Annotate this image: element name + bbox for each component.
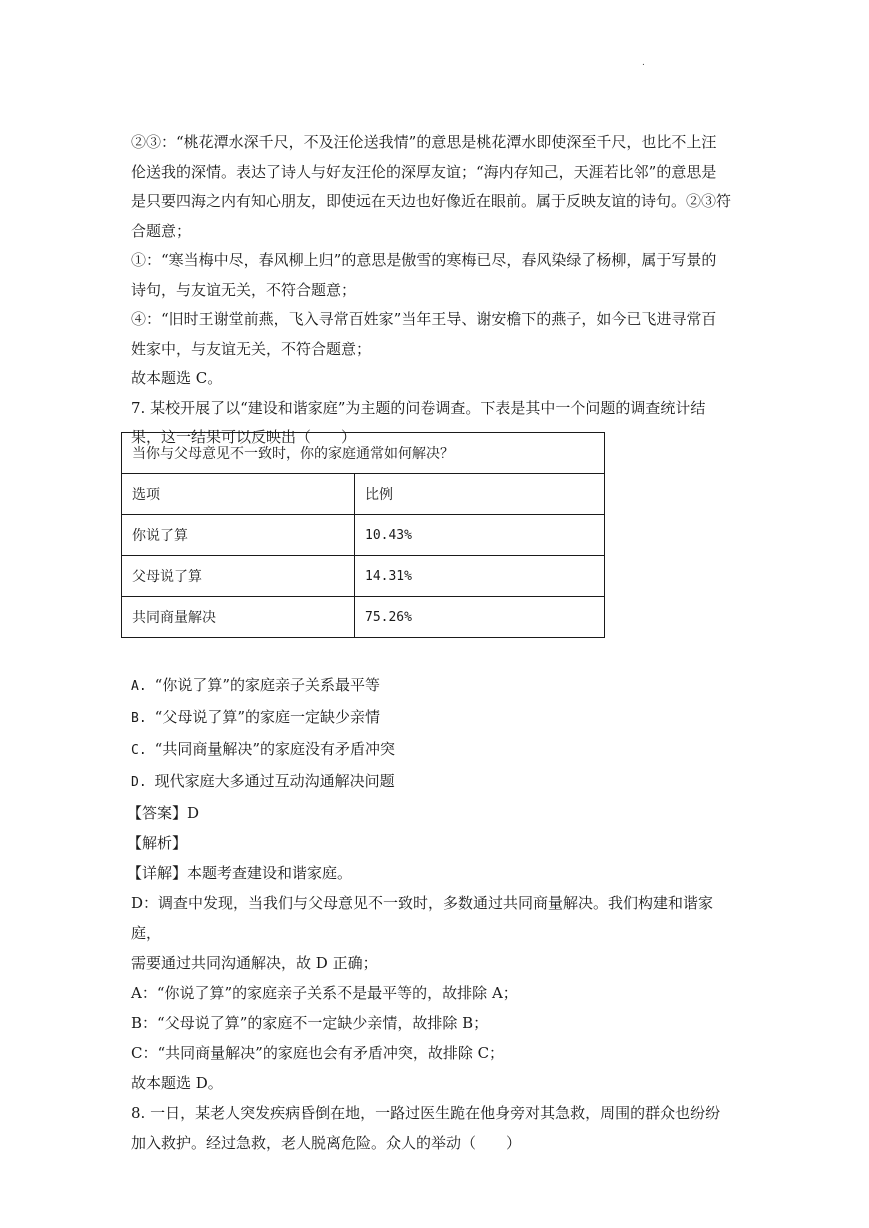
option-label: D. (131, 775, 147, 790)
text-line: ④：“旧时王谢堂前燕，飞入寻常百姓家”当年王导、谢安檐下的燕子，如今已飞进寻常百 (131, 310, 717, 328)
option-d (131, 766, 741, 798)
option-c (131, 734, 741, 766)
question-7-stem-cont: 果，这一结果可以反映出（ ） (131, 428, 357, 446)
option-text: 现代家庭大多通过互动沟通解决问题 (154, 772, 395, 790)
text-line: 姓家中，与友谊无关，不符合题意； (131, 339, 372, 358)
option-a (131, 670, 741, 702)
option-text: “父母说了算”的家庭一定缺少亲情 (154, 708, 380, 726)
option-text: “你说了算”的家庭亲子关系最平等 (154, 676, 380, 694)
ratio-cell: 75.26% (355, 597, 605, 638)
detail-line: A：“你说了算”的家庭亲子关系不是最平等的，故排除 A； (131, 984, 518, 1002)
answer-line: 【答案】D (127, 804, 200, 822)
detail-line: D：调查中发现，当我们与父母意见不一致时，多数通过共同商量解决。我们构建和谐家庭， (131, 894, 714, 942)
option-label: C. (131, 743, 147, 758)
option-label: B. (131, 711, 147, 726)
option-b (131, 702, 741, 734)
detail-line: 【详解】本题考查建设和谐家庭。 (127, 864, 353, 882)
ratio-cell: 10.43% (355, 515, 605, 556)
analysis-heading: 【解析】 (127, 834, 188, 852)
previous-question-analysis (131, 128, 741, 453)
option-cell: 父母说了算 (122, 556, 355, 597)
text-line: 故本题选 C。 (131, 369, 223, 387)
text-line: 合题意； (131, 221, 192, 240)
column-header-option: 选项 (122, 474, 355, 515)
page-mark: . (642, 58, 645, 68)
text-line: ②③：“桃花潭水深千尺，不及汪伦送我情”的意思是桃花潭水即使深至千尺，也比不上汪 (131, 133, 717, 151)
text-line: 是只要四海之内有知心朋友，即使远在天边也好像近在眼前。属于反映友谊的诗句。②③符 (131, 192, 732, 210)
option-cell: 你说了算 (122, 515, 355, 556)
question-7-options-and-analysis (127, 670, 741, 1158)
table-row (122, 556, 605, 597)
detail-line: 需要通过共同沟通解决，故 D 正确； (131, 954, 378, 972)
detail-line: 故本题选 D。 (131, 1074, 223, 1092)
question-8-stem: 8. 一日，某老人突发疾病昏倒在地，一路过医生跪在他身旁对其急救，周围的群众也纷纷 (131, 1104, 721, 1122)
question-7-stem: 7. 某校开展了以“建设和谐家庭”为主题的问卷调查。下表是其中一个问题的调查统计结 (131, 398, 706, 417)
column-header-ratio: 比例 (355, 474, 605, 515)
option-cell: 共同商量解决 (122, 597, 355, 638)
question-8-stem-cont: 加入救护。经过急救，老人脱离危险。众人的举动（ ） (131, 1134, 522, 1152)
table-row (122, 597, 605, 638)
survey-table (121, 432, 605, 638)
table-row (122, 515, 605, 556)
text-line: 伦送我的深情。表达了诗人与好友汪伦的深厚友谊；“海内存知己，天涯若比邻”的意思是 (131, 162, 717, 181)
survey-question: 当你与父母意见不一致时，你的家庭通常如何解决？ (122, 433, 605, 474)
option-text: “共同商量解决”的家庭没有矛盾冲突 (154, 740, 395, 758)
detail-line: B：“父母说了算”的家庭不一定缺少亲情，故排除 B； (131, 1014, 489, 1032)
ratio-cell: 14.31% (355, 556, 605, 597)
text-line: ①：“寒当梅中尽，春风柳上归”的意思是傲雪的寒梅已尽，春风染绿了杨柳，属于写景的 (131, 251, 717, 269)
detail-line: C：“共同商量解决”的家庭也会有矛盾冲突，故排除 C； (131, 1044, 505, 1062)
text-line: 诗句，与友谊无关，不符合题意； (131, 280, 357, 299)
option-label: A. (131, 679, 147, 694)
